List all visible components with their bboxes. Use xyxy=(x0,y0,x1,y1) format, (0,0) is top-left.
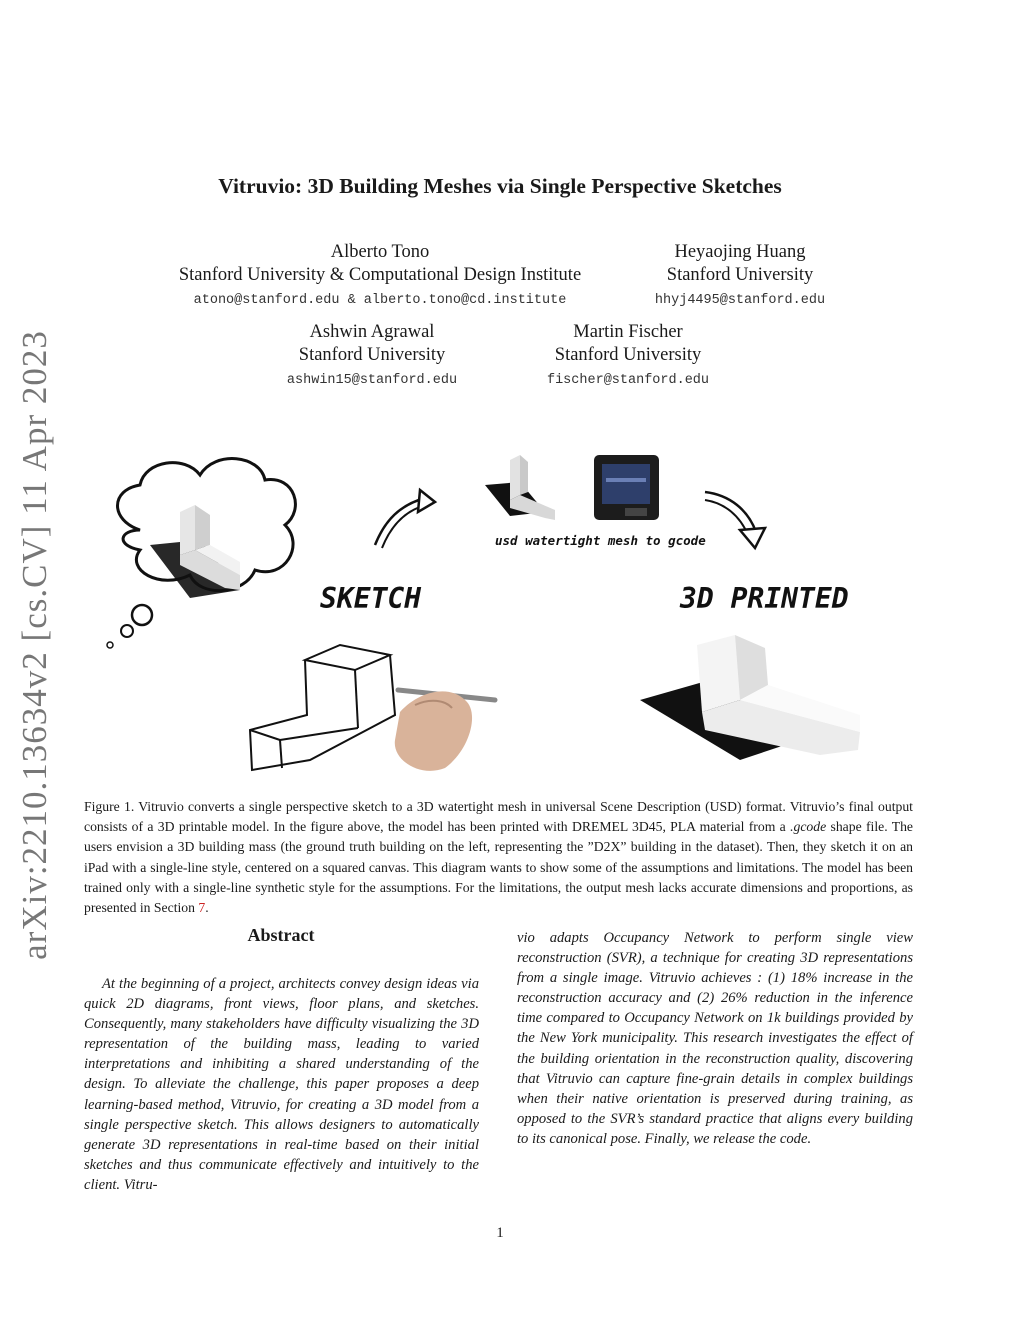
abstract-column-2: vio adapts Occupancy Network to perform single view reconstruction (SVR), a technique for creating 3D representations from a single image. Vitruvio achieves : (1) 18% increase in the reconstruction accuracy and (2) 26% reduction in the inference time compared to Occupancy Network on 1k buildings provided by the New York municipality. This research investigates the effect of the building orientation in the reconstruction quality, discovering that Vitruvio can capture fine-grain details in complex buildings when their native orientation is preserved during training, as opposed to the SVR’s standard practice that aligns every building to its canonical pose. Finally, we release the code. xyxy=(517,930,913,1147)
arrow-down-icon xyxy=(705,492,765,548)
arrow-up-icon xyxy=(375,490,435,548)
author-block-huang xyxy=(630,241,850,312)
printed-label: 3D PRINTED xyxy=(680,582,849,615)
author-email[interactable]: fischer@stanford.edu xyxy=(546,373,710,388)
author-affiliation: Stanford University xyxy=(554,345,702,365)
author-block-agrawal xyxy=(262,321,482,392)
3d-printer-icon xyxy=(594,455,659,520)
abstract-heading: Abstract xyxy=(247,925,315,945)
author-email[interactable]: ashwin15@stanford.edu xyxy=(286,373,458,388)
line-sketch xyxy=(250,645,395,770)
page-number: 1 xyxy=(496,1225,504,1241)
figure-1-illustration xyxy=(100,450,920,785)
pipeline-label: usd watertight mesh to gcode xyxy=(495,533,706,548)
author-name: Martin Fischer xyxy=(573,322,683,342)
author-email[interactable]: hhyj4495@stanford.edu xyxy=(654,293,826,308)
author-affiliation: Stanford University & Computational Design Institute xyxy=(178,265,582,285)
author-name: Alberto Tono xyxy=(330,242,430,262)
caption-end: . xyxy=(205,900,209,916)
author-email[interactable]: atono@stanford.edu & alberto.tono@cd.institute xyxy=(193,293,567,308)
section-link[interactable]: 7 xyxy=(198,900,206,916)
author-name: Ashwin Agrawal xyxy=(309,322,435,342)
arxiv-id: arXiv:2210.13634v2 [cs.CV] 11 Apr 2023 xyxy=(15,330,54,960)
abstract-column-1: At the beginning of a project, architects convey design ideas via quick 2D diagrams, front views, floor plans, and sketches. Consequently, many stakeholders have difficulty visualizing the 3D representation of the building mass, leading to varied interpretations and inhibiting a shared understanding of the design. To alleviate the challenge, this paper proposes a deep learning-based method, Vitruvio, for creating a 3D model from a single perspective sketch. This allows designers to automatically generate 3D representations in real-time based on their initial sketches and thus communicate effectively and intuitively to the client. Vitru- xyxy=(84,976,479,1193)
caption-text-1: Figure 1. Vitruvio converts a single perspective sketch to a 3D watertight mesh in universal Scene Description (USD) format. Vitruvio’s final output consists of a 3D printable model. In the figure above, the model has been printed with DREMEL 3D45, PLA material from a xyxy=(84,799,913,835)
building-model-top xyxy=(485,455,555,520)
figure-caption xyxy=(84,797,913,918)
caption-text-2: shape file. The users envision a 3D building mass (the ground truth building on the left, representing the ”D2X” building in the dataset). Then, they sketch it on an iPad with a single-line style, centered on a squared canvas. This diagram wants to show some of the assumptions and limitations. The model has been trained only with a single-line synthetic style for the assumptions. For the limitations, the output mesh lacks accurate dimensions and proportions, as presented in Section xyxy=(84,819,913,916)
author-block-tono xyxy=(150,241,610,312)
hand-with-pen xyxy=(395,690,495,771)
printed-model xyxy=(640,635,860,760)
author-block-fischer xyxy=(518,321,738,392)
author-name: Heyaojing Huang xyxy=(674,242,806,262)
paper-title: Vitruvio: 3D Building Meshes via Single Perspective Sketches xyxy=(218,174,782,198)
author-affiliation: Stanford University xyxy=(298,345,446,365)
caption-gcode: .gcode xyxy=(790,819,827,835)
sketch-label: SKETCH xyxy=(320,582,422,615)
arxiv-sidebar xyxy=(8,330,62,960)
author-affiliation: Stanford University xyxy=(666,265,814,285)
